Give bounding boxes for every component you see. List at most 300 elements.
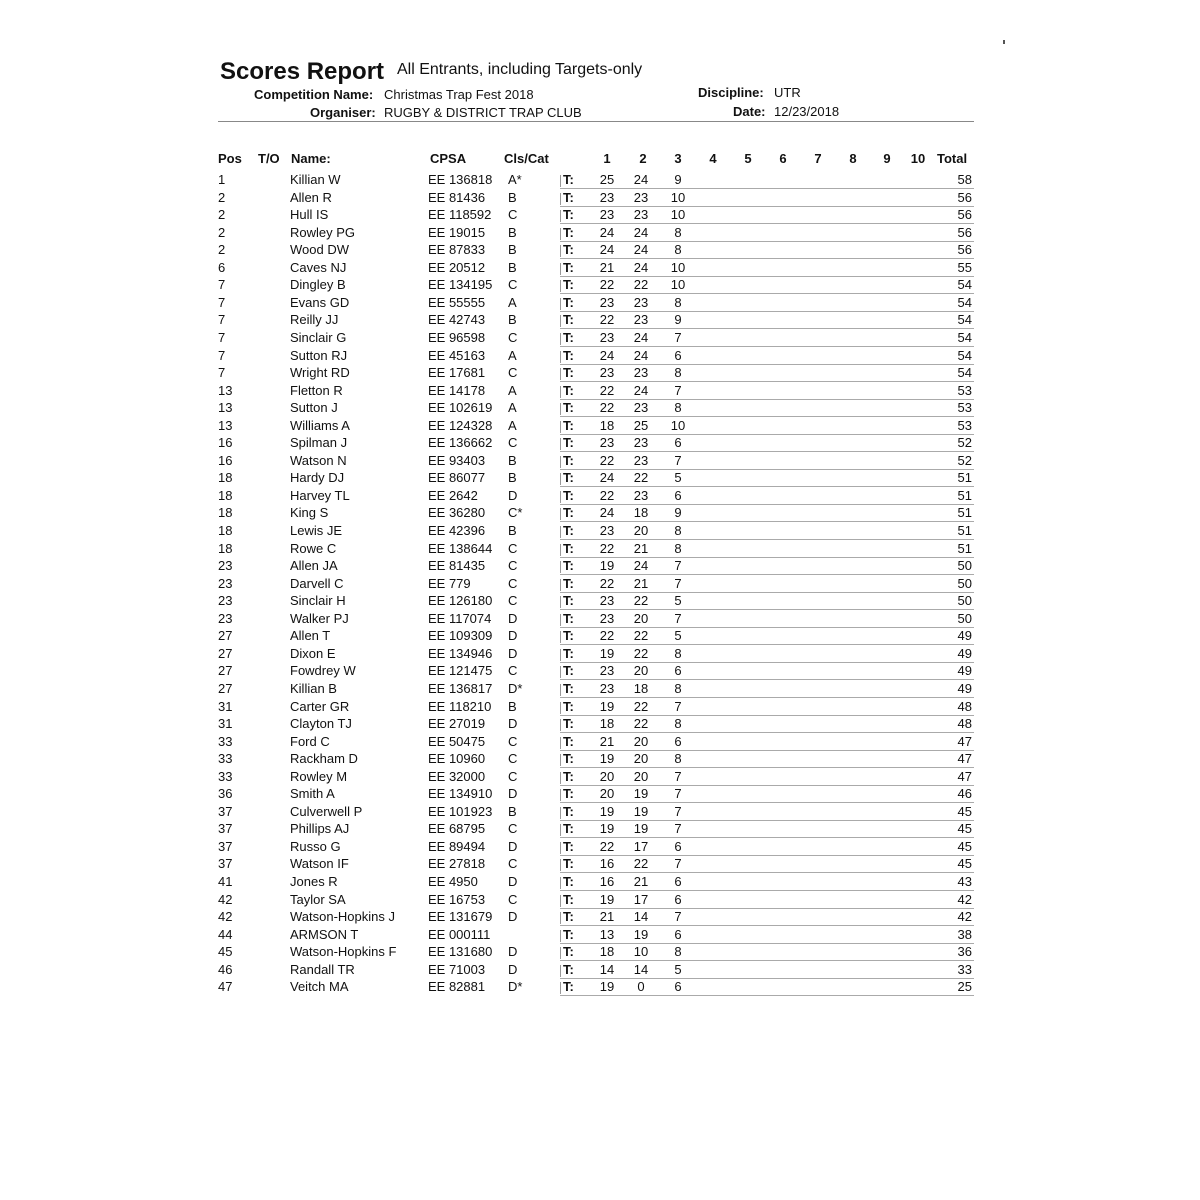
cell-pos: 46 xyxy=(218,961,233,977)
cell-total: 47 xyxy=(957,751,972,767)
cell-round-3: 8 xyxy=(674,645,682,661)
cell-cpsa: EE 36280 xyxy=(428,505,486,521)
cell-cpsa: EE 102619 xyxy=(428,400,493,416)
col-header-round-7: 7 xyxy=(814,151,822,166)
cell-total: 56 xyxy=(957,242,972,258)
cell-t-label: T: xyxy=(563,821,574,837)
cell-round-1: 14 xyxy=(599,961,615,977)
cell-pos: 23 xyxy=(218,610,233,626)
cell-cls: D xyxy=(508,874,518,889)
cell-round-1: 23 xyxy=(599,680,615,696)
cell-round-3: 6 xyxy=(674,487,682,503)
competition-value: Christmas Trap Fest 2018 xyxy=(384,87,534,102)
cell-total: 55 xyxy=(957,259,972,275)
cell-name: Watson-Hopkins F xyxy=(290,944,397,960)
table-row xyxy=(0,330,1200,348)
cell-round-1: 19 xyxy=(599,645,615,661)
cell-name: King S xyxy=(290,505,329,521)
cell-round-3: 10 xyxy=(670,207,686,223)
table-row xyxy=(0,593,1200,611)
header-divider xyxy=(218,121,974,122)
row-left-border xyxy=(560,544,562,556)
cell-total: 33 xyxy=(957,961,972,977)
cell-name: Hardy DJ xyxy=(290,470,345,486)
cell-round-2: 25 xyxy=(633,417,649,433)
cell-round-2: 22 xyxy=(633,593,649,609)
cell-t-label: T: xyxy=(563,838,574,854)
cell-t-label: T: xyxy=(563,663,574,679)
cell-name: Fowdrey W xyxy=(290,663,356,679)
cell-name: Russo G xyxy=(290,838,341,854)
col-header-round-8: 8 xyxy=(849,151,857,166)
cell-round-2: 23 xyxy=(633,452,649,468)
cell-round-3: 7 xyxy=(674,821,682,837)
cell-round-1: 23 xyxy=(599,189,615,205)
cell-round-2: 20 xyxy=(633,663,649,679)
cell-cls: D xyxy=(508,838,518,854)
cell-name: Rowe C xyxy=(290,540,337,556)
cell-name: Rackham D xyxy=(290,751,358,767)
cell-round-2: 21 xyxy=(633,874,649,889)
cell-pos: 7 xyxy=(218,312,226,328)
cell-pos: 31 xyxy=(218,716,233,732)
cell-pos: 27 xyxy=(218,628,233,644)
cell-round-3: 5 xyxy=(674,593,682,609)
cell-round-1: 24 xyxy=(599,470,615,486)
cell-round-2: 23 xyxy=(633,312,649,328)
cell-round-2: 23 xyxy=(633,207,649,223)
cell-round-2: 23 xyxy=(633,189,649,205)
cell-name: Killian W xyxy=(290,172,341,187)
row-left-border xyxy=(560,789,562,801)
cell-cls: C xyxy=(508,663,518,679)
col-header-to: T/O xyxy=(258,151,280,166)
cell-t-label: T: xyxy=(563,435,574,451)
cell-round-2: 23 xyxy=(633,294,649,310)
row-left-border xyxy=(560,175,562,187)
cell-cls: B xyxy=(508,452,517,468)
col-header-round-1: 1 xyxy=(603,151,611,166)
row-left-border xyxy=(560,561,562,573)
cell-cls: C xyxy=(508,558,518,574)
cell-cls: D xyxy=(508,628,518,644)
cell-pos: 18 xyxy=(218,470,233,486)
row-left-border xyxy=(560,596,562,608)
discipline-value: UTR xyxy=(774,85,801,100)
table-row xyxy=(0,962,1200,980)
cell-cls: B xyxy=(508,803,517,819)
cell-name: Veitch MA xyxy=(290,979,349,995)
cell-cls: C xyxy=(508,540,518,556)
cell-cls: A* xyxy=(508,172,522,187)
cell-round-1: 18 xyxy=(599,716,615,732)
cell-cpsa: EE 87833 xyxy=(428,242,486,258)
cell-round-1: 22 xyxy=(599,452,615,468)
cell-total: 49 xyxy=(957,628,972,644)
cell-cls: B xyxy=(508,698,517,714)
cell-round-1: 23 xyxy=(599,593,615,609)
cell-cls: C xyxy=(508,575,518,591)
cell-cpsa: EE 45163 xyxy=(428,347,486,363)
cell-pos: 7 xyxy=(218,294,226,310)
cell-cpsa: EE 2642 xyxy=(428,487,478,503)
cell-round-1: 18 xyxy=(599,417,615,433)
cell-round-2: 18 xyxy=(633,680,649,696)
cell-cpsa: EE 19015 xyxy=(428,224,486,240)
cell-name: Culverwell P xyxy=(290,803,363,819)
table-row xyxy=(0,383,1200,401)
table-row xyxy=(0,646,1200,664)
cell-total: 48 xyxy=(957,698,972,714)
cell-total: 45 xyxy=(957,821,972,837)
cell-total: 54 xyxy=(957,365,972,381)
cell-round-2: 24 xyxy=(633,347,649,363)
cell-name: ARMSON T xyxy=(290,926,359,942)
cell-round-1: 24 xyxy=(599,347,615,363)
row-left-border xyxy=(560,228,562,240)
cell-t-label: T: xyxy=(563,470,574,486)
table-row xyxy=(0,628,1200,646)
table-row xyxy=(0,260,1200,278)
cell-round-2: 14 xyxy=(633,961,649,977)
cell-cls: B xyxy=(508,259,517,275)
cell-t-label: T: xyxy=(563,207,574,223)
organiser-label: Organiser: xyxy=(310,105,376,120)
cell-total: 56 xyxy=(957,207,972,223)
cell-round-2: 22 xyxy=(633,716,649,732)
cell-round-2: 17 xyxy=(633,891,649,907)
cell-t-label: T: xyxy=(563,944,574,960)
row-left-border xyxy=(560,491,562,503)
table-row xyxy=(0,400,1200,418)
cell-round-2: 20 xyxy=(633,768,649,784)
cell-cls: C xyxy=(508,856,518,872)
table-row xyxy=(0,927,1200,945)
cell-name: Lewis JE xyxy=(290,523,343,538)
cell-total: 53 xyxy=(957,382,972,398)
table-row xyxy=(0,611,1200,629)
cell-round-3: 7 xyxy=(674,558,682,574)
cell-name: Williams A xyxy=(290,417,350,433)
cell-round-3: 7 xyxy=(674,610,682,626)
cell-round-3: 8 xyxy=(674,224,682,240)
cell-pos: 42 xyxy=(218,909,233,925)
cell-cls: C xyxy=(508,365,518,381)
cell-total: 51 xyxy=(957,487,972,503)
scan-speck xyxy=(1003,40,1005,44)
cell-cls: C* xyxy=(508,505,523,521)
cell-round-2: 23 xyxy=(633,400,649,416)
cell-cls: D xyxy=(508,610,518,626)
cell-cls: A xyxy=(508,417,517,433)
cell-round-2: 24 xyxy=(633,242,649,258)
cell-round-3: 8 xyxy=(674,523,682,538)
cell-round-3: 8 xyxy=(674,944,682,960)
row-left-border xyxy=(560,386,562,398)
cell-round-3: 10 xyxy=(670,277,686,293)
cell-total: 43 xyxy=(957,874,972,889)
cell-round-3: 6 xyxy=(674,663,682,679)
cell-t-label: T: xyxy=(563,417,574,433)
row-left-border xyxy=(560,965,562,977)
table-row xyxy=(0,190,1200,208)
col-header-round-4: 4 xyxy=(709,151,717,166)
row-left-border xyxy=(560,772,562,784)
cell-pos: 37 xyxy=(218,803,233,819)
cell-name: Caves NJ xyxy=(290,259,347,275)
cell-t-label: T: xyxy=(563,277,574,293)
cell-cpsa: EE 136662 xyxy=(428,435,493,451)
row-left-border xyxy=(560,193,562,205)
cell-round-3: 6 xyxy=(674,838,682,854)
cell-round-2: 23 xyxy=(633,365,649,381)
cell-round-1: 24 xyxy=(599,505,615,521)
cell-name: Allen T xyxy=(290,628,331,644)
cell-round-2: 14 xyxy=(633,909,649,925)
cell-round-3: 9 xyxy=(674,505,682,521)
cell-round-1: 21 xyxy=(599,733,615,749)
cell-t-label: T: xyxy=(563,540,574,556)
cell-round-3: 9 xyxy=(674,312,682,328)
cell-cls: D xyxy=(508,645,518,661)
table-row xyxy=(0,944,1200,962)
col-header-round-10: 10 xyxy=(910,151,926,166)
cell-name: Sutton J xyxy=(290,400,338,416)
cell-round-3: 7 xyxy=(674,803,682,819)
col-header-round-5: 5 xyxy=(744,151,752,166)
cell-pos: 1 xyxy=(218,172,226,187)
row-left-border xyxy=(560,649,562,661)
cell-round-1: 23 xyxy=(599,663,615,679)
cell-t-label: T: xyxy=(563,400,574,416)
cell-round-2: 23 xyxy=(633,435,649,451)
cell-name: Evans GD xyxy=(290,294,350,310)
cell-round-2: 22 xyxy=(633,698,649,714)
cell-pos: 31 xyxy=(218,698,233,714)
cell-pos: 2 xyxy=(218,224,226,240)
cell-round-3: 10 xyxy=(670,259,686,275)
cell-name: Jones R xyxy=(290,874,338,889)
cell-cpsa: EE 134946 xyxy=(428,645,493,661)
cell-cls: D xyxy=(508,944,518,960)
table-row xyxy=(0,172,1200,190)
cell-pos: 23 xyxy=(218,593,233,609)
cell-cpsa: EE 32000 xyxy=(428,768,486,784)
cell-cls: B xyxy=(508,312,517,328)
table-row xyxy=(0,874,1200,892)
cell-pos: 23 xyxy=(218,558,233,574)
cell-name: Clayton TJ xyxy=(290,716,352,732)
cell-round-2: 22 xyxy=(633,277,649,293)
cell-total: 54 xyxy=(957,277,972,293)
table-row xyxy=(0,839,1200,857)
col-header-round-2: 2 xyxy=(639,151,647,166)
cell-total: 54 xyxy=(957,294,972,310)
cell-total: 45 xyxy=(957,803,972,819)
cell-total: 58 xyxy=(957,172,972,187)
cell-round-2: 22 xyxy=(633,856,649,872)
table-row xyxy=(0,312,1200,330)
cell-total: 42 xyxy=(957,909,972,925)
cell-round-1: 13 xyxy=(599,926,615,942)
cell-round-2: 19 xyxy=(633,803,649,819)
cell-t-label: T: xyxy=(563,452,574,468)
cell-cpsa: EE 4950 xyxy=(428,874,478,889)
cell-round-1: 23 xyxy=(599,523,615,538)
organiser-value: RUGBY & DISTRICT TRAP CLUB xyxy=(384,105,582,120)
cell-round-3: 6 xyxy=(674,926,682,942)
row-left-border xyxy=(560,807,562,819)
cell-name: Watson N xyxy=(290,452,347,468)
cell-cls: B xyxy=(508,523,517,538)
cell-cpsa: EE 81436 xyxy=(428,189,486,205)
cell-round-2: 23 xyxy=(633,487,649,503)
cell-name: Phillips AJ xyxy=(290,821,350,837)
cell-t-label: T: xyxy=(563,856,574,872)
cell-round-3: 5 xyxy=(674,470,682,486)
row-left-border xyxy=(560,824,562,836)
cell-round-1: 19 xyxy=(599,751,615,767)
cell-cpsa: EE 779 xyxy=(428,575,471,591)
cell-round-1: 23 xyxy=(599,294,615,310)
cell-cpsa: EE 136818 xyxy=(428,172,493,187)
table-row xyxy=(0,365,1200,383)
cell-t-label: T: xyxy=(563,628,574,644)
cell-cls: C xyxy=(508,821,518,837)
cell-t-label: T: xyxy=(563,224,574,240)
cell-cpsa: EE 136817 xyxy=(428,680,493,696)
cell-round-2: 24 xyxy=(633,329,649,345)
cell-t-label: T: xyxy=(563,312,574,328)
table-row xyxy=(0,225,1200,243)
cell-t-label: T: xyxy=(563,733,574,749)
cell-round-2: 20 xyxy=(633,523,649,538)
row-left-border xyxy=(560,737,562,749)
cell-name: Darvell C xyxy=(290,575,344,591)
cell-total: 51 xyxy=(957,505,972,521)
cell-cpsa: EE 131679 xyxy=(428,909,493,925)
cell-t-label: T: xyxy=(563,645,574,661)
table-row xyxy=(0,663,1200,681)
cell-name: Harvey TL xyxy=(290,487,350,503)
cell-round-1: 22 xyxy=(599,487,615,503)
cell-t-label: T: xyxy=(563,558,574,574)
cell-cpsa: EE 86077 xyxy=(428,470,486,486)
cell-total: 45 xyxy=(957,856,972,872)
table-row xyxy=(0,681,1200,699)
table-row xyxy=(0,523,1200,541)
row-left-border xyxy=(560,912,562,924)
table-row xyxy=(0,751,1200,769)
cell-cls: D* xyxy=(508,979,523,995)
row-left-border xyxy=(560,631,562,643)
cell-round-3: 5 xyxy=(674,961,682,977)
cell-t-label: T: xyxy=(563,487,574,503)
cell-cls: B xyxy=(508,470,517,486)
cell-cls: D xyxy=(508,786,518,802)
cell-total: 54 xyxy=(957,347,972,363)
cell-round-2: 0 xyxy=(637,979,645,995)
cell-round-3: 8 xyxy=(674,242,682,258)
cell-cpsa: EE 50475 xyxy=(428,733,486,749)
cell-t-label: T: xyxy=(563,575,574,591)
cell-pos: 18 xyxy=(218,540,233,556)
row-left-border xyxy=(560,438,562,450)
cell-total: 52 xyxy=(957,435,972,451)
cell-cpsa: EE 134910 xyxy=(428,786,493,802)
cell-t-label: T: xyxy=(563,716,574,732)
table-row xyxy=(0,435,1200,453)
row-left-border xyxy=(560,245,562,257)
cell-name: Randall TR xyxy=(290,961,355,977)
cell-cpsa: EE 126180 xyxy=(428,593,493,609)
cell-round-3: 5 xyxy=(674,628,682,644)
cell-round-1: 21 xyxy=(599,909,615,925)
cell-cpsa: EE 81435 xyxy=(428,558,486,574)
cell-name: Allen JA xyxy=(290,558,338,574)
cell-round-2: 20 xyxy=(633,751,649,767)
row-left-border xyxy=(560,702,562,714)
cell-cpsa: EE 118210 xyxy=(428,698,492,714)
cell-cpsa: EE 27818 xyxy=(428,856,486,872)
cell-name: Carter GR xyxy=(290,698,350,714)
cell-cls: C xyxy=(508,768,518,784)
cell-round-3: 7 xyxy=(674,575,682,591)
cell-pos: 37 xyxy=(218,821,233,837)
cell-round-1: 19 xyxy=(599,891,615,907)
cell-cls: D xyxy=(508,716,518,732)
row-left-border xyxy=(560,930,562,942)
cell-round-3: 9 xyxy=(674,172,682,187)
table-row xyxy=(0,699,1200,717)
cell-total: 47 xyxy=(957,733,972,749)
cell-cpsa: EE 42743 xyxy=(428,312,486,328)
table-row xyxy=(0,821,1200,839)
cell-cls: D* xyxy=(508,680,523,696)
cell-name: Reilly JJ xyxy=(290,312,339,328)
col-header-name: Name: xyxy=(291,151,331,166)
cell-round-3: 8 xyxy=(674,294,682,310)
cell-cpsa: EE 10960 xyxy=(428,751,486,767)
cell-pos: 37 xyxy=(218,856,233,872)
cell-t-label: T: xyxy=(563,294,574,310)
row-left-border xyxy=(560,982,562,994)
cell-round-3: 7 xyxy=(674,768,682,784)
table-row xyxy=(0,856,1200,874)
cell-pos: 27 xyxy=(218,663,233,679)
cell-t-label: T: xyxy=(563,909,574,925)
table-row xyxy=(0,295,1200,313)
cell-name: Smith A xyxy=(290,786,335,802)
cell-pos: 42 xyxy=(218,891,233,907)
cell-round-1: 19 xyxy=(599,979,615,995)
cell-cls: C xyxy=(508,733,518,749)
cell-pos: 7 xyxy=(218,277,226,293)
cell-cls: D xyxy=(508,487,518,503)
cell-total: 51 xyxy=(957,540,972,556)
table-row xyxy=(0,909,1200,927)
cell-t-label: T: xyxy=(563,803,574,819)
row-left-border xyxy=(560,526,562,538)
cell-t-label: T: xyxy=(563,979,574,995)
cell-total: 51 xyxy=(957,470,972,486)
cell-round-1: 22 xyxy=(599,628,615,644)
cell-cpsa: EE 42396 xyxy=(428,523,486,538)
cell-pos: 13 xyxy=(218,382,233,398)
table-row xyxy=(0,453,1200,471)
cell-round-1: 23 xyxy=(599,610,615,626)
cell-pos: 18 xyxy=(218,487,233,503)
